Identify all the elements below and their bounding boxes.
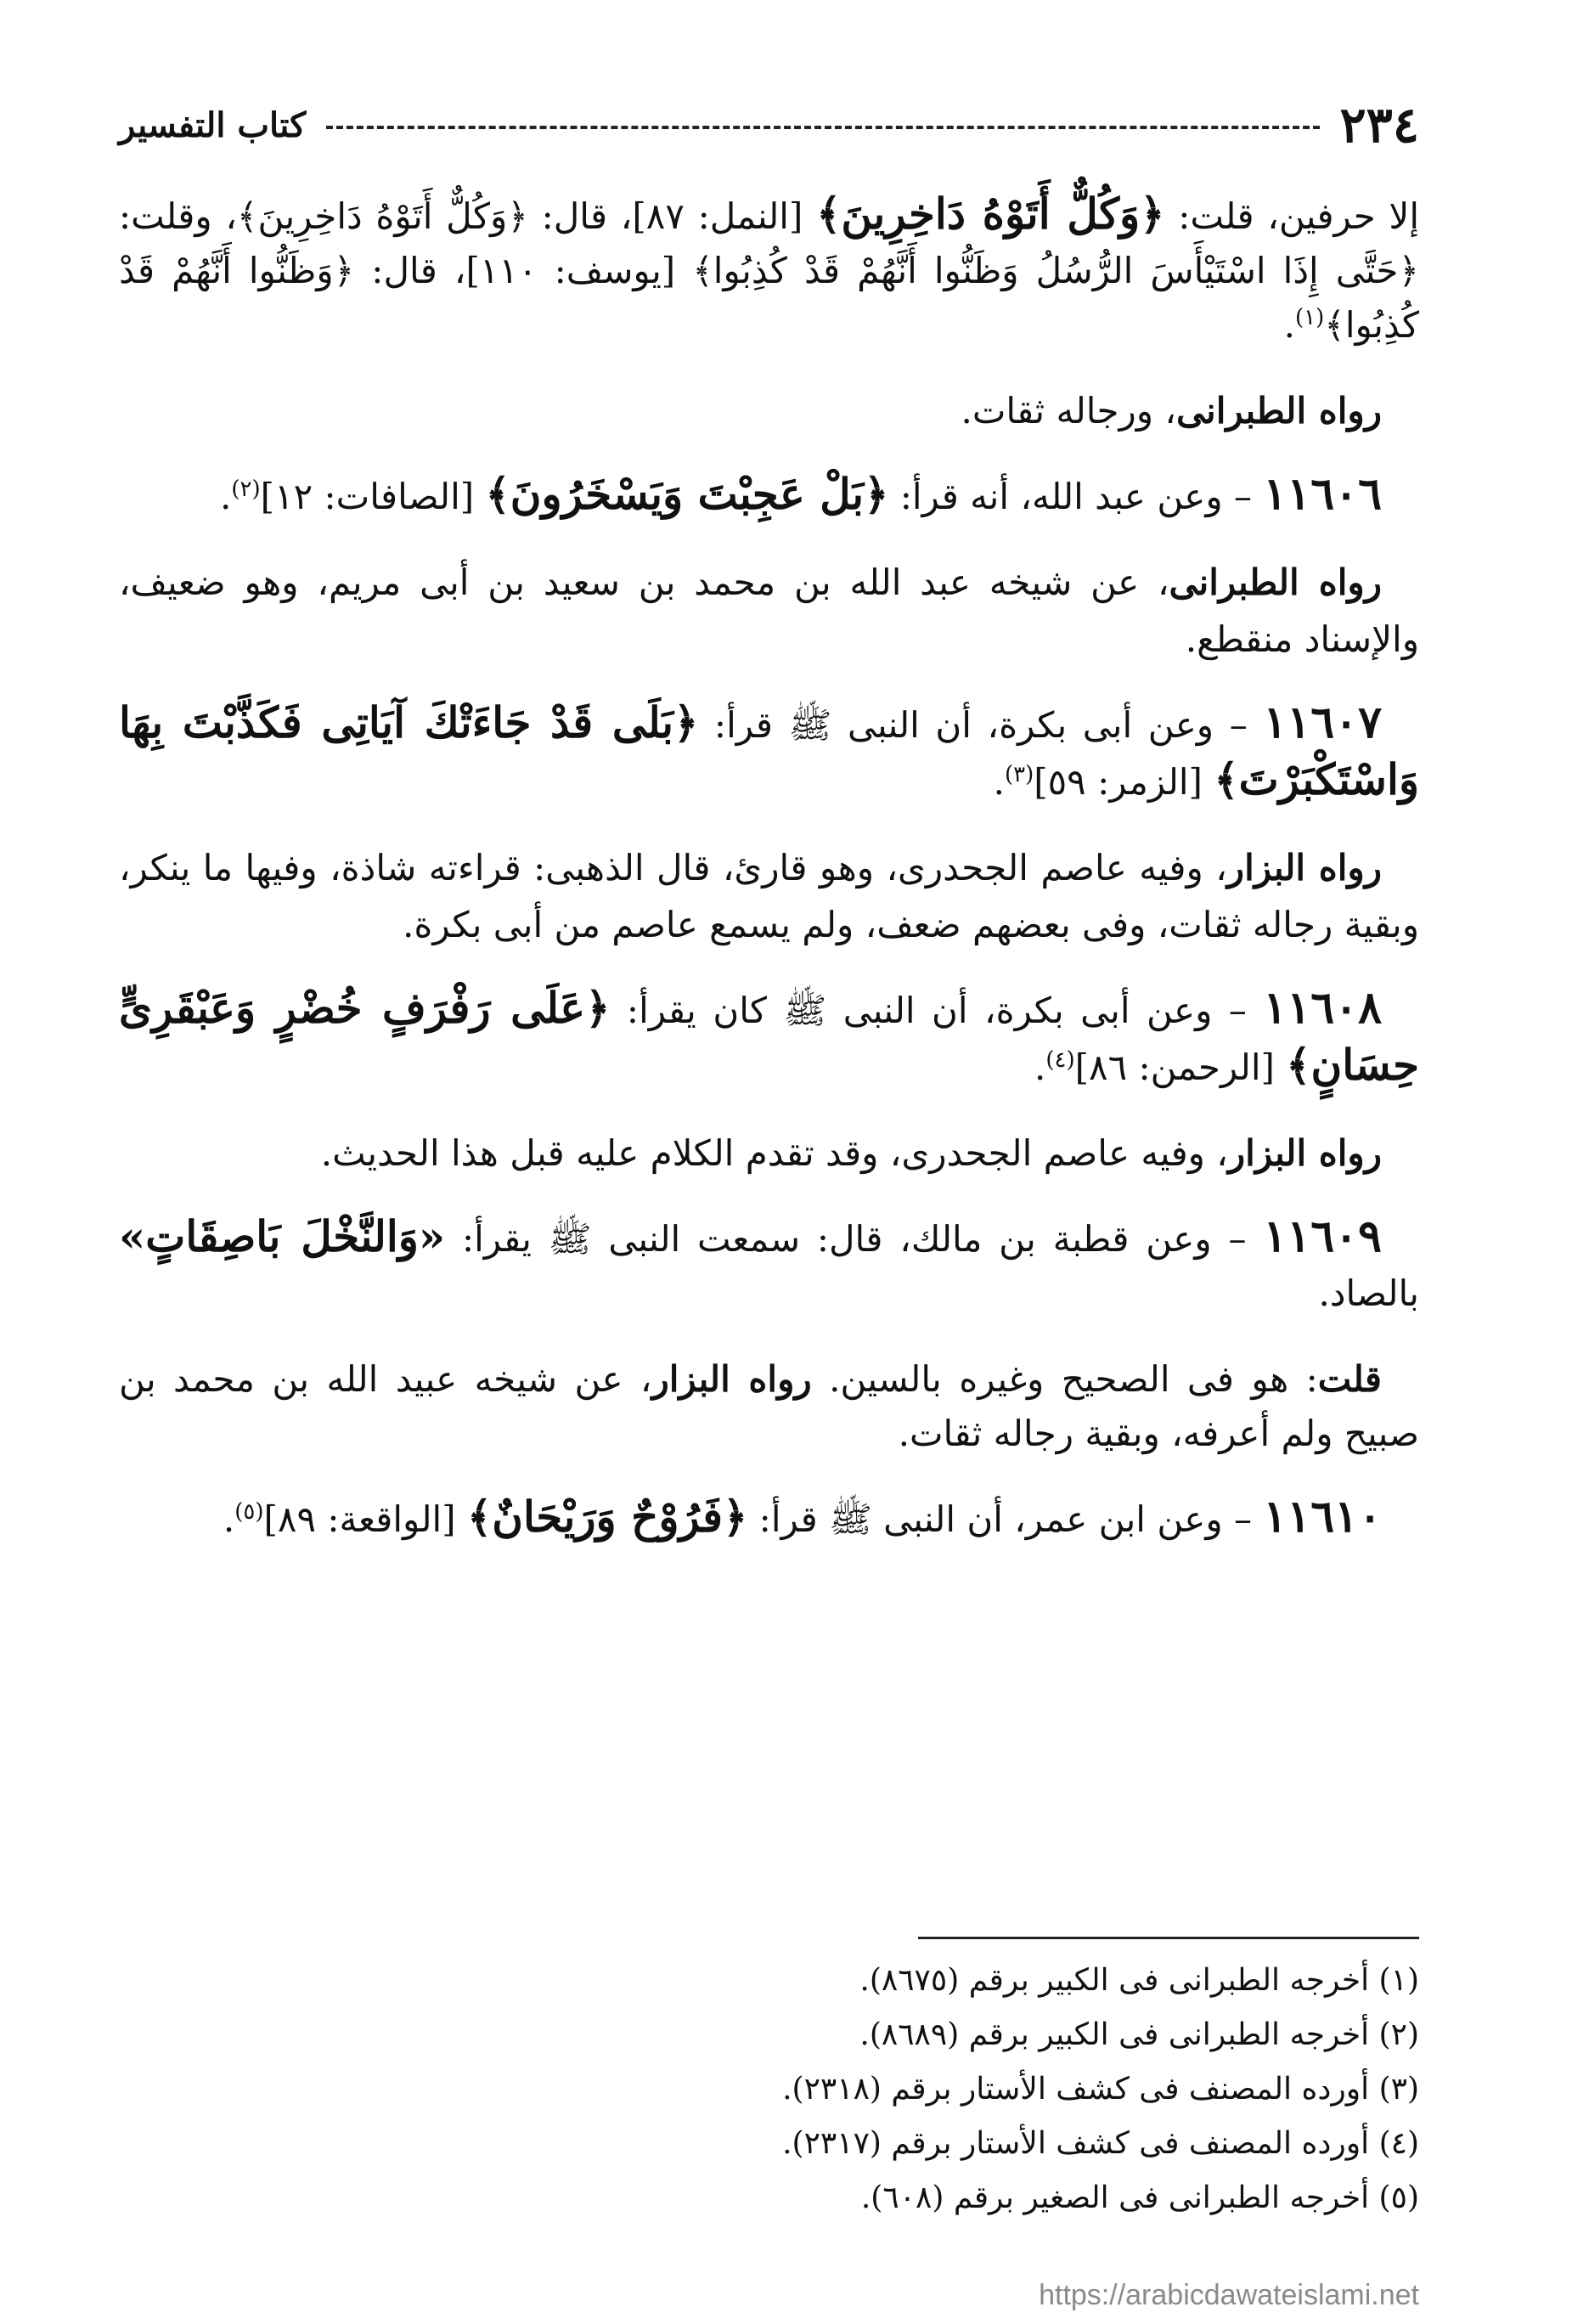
hadith-paragraph: ١١٦٠٨ – وعن أبى بكرة، أن النبى ﷺ كان يقرأ: ﴿عَلَى رَفْرَفٍ خُضْرٍ وَعَبْقَرِىٍّ حِسَانٍ﴾ [الرحمن: ٨٦]$^{(٤)}$.: [119, 982, 1419, 1090]
hadith-number: ١١٦٠٦: [1263, 468, 1382, 520]
hadith-number: ١١٦٠٨: [1263, 982, 1382, 1034]
paragraph: رواه البزار، وفيه عاصم الجحدرى، وهو قارئ، قال الذهبى: قراءته شاذة، وفيها ما ينكر، وبقية رجاله ثقات، وفى بعضهم ضعف، ولم يسمع عاصم من أبى بكرة.: [119, 847, 1419, 945]
watermark-url: https://arabicdawateislami.net: [1039, 2279, 1419, 2311]
page-header: [119, 95, 1419, 155]
narrator-lead: رواه الطبرانى: [1169, 561, 1382, 603]
hadith-number: ١١٦٠٧: [1263, 697, 1382, 748]
hadith-number: ١١٦١٠: [1263, 1491, 1382, 1543]
footnote-ref: (١): [1295, 305, 1325, 330]
quran-verse: ﴿بَلْ عَجِبْتَ وَيَسْخَرُونَ﴾: [485, 469, 889, 519]
hadith-number: ١١٦٠٩: [1263, 1210, 1382, 1262]
footnote: (١) أخرجه الطبرانى فى الكبير برقم (٨٦٧٥).: [859, 1963, 1419, 1998]
hadith-paragraph: ١١٦١٠ – وعن ابن عمر، أن النبى ﷺ قرأ: ﴿فَرُوْحٌ وَرَيْحَانٌ﴾ [الواقعة: ٨٩]$^{(٥)}$.: [223, 1491, 1382, 1543]
footnote-separator: [918, 1937, 1419, 1939]
hadith-paragraph: ١١٦٠٦ – وعن عبد الله، أنه قرأ: ﴿بَلْ عَجِبْتَ وَيَسْخَرُونَ﴾ [الصافات: ١٢]$^{(٢)}$.: [220, 468, 1382, 520]
quran-reading: «وَالنَّخْلَ بَاصِقَاتٍ»: [119, 1211, 446, 1261]
footnote: (٤) أورده المصنف فى كشف الأستار برقم (٢٣١٧).: [782, 2126, 1419, 2161]
paragraph: رواه الطبرانى، ورجاله ثقات.: [961, 390, 1382, 432]
paragraph: قلت: هو فى الصحيح وغيره بالسين. رواه البزار، عن شيخه عبيد الله بن محمد بن صبيح ولم أعرفه، وبقية رجاله ثقات.: [119, 1358, 1419, 1454]
quran-verse: ﴿وَكُلٌّ أَتَوْهُ دَاخِرِينَ﴾: [816, 189, 1165, 239]
quran-verse: ﴿بَلَى قَدْ جَاءَتْكَ آيَاتِى فَكَذَّبْتَ بِهَا وَاسْتَكْبَرْتَ﴾: [119, 697, 1419, 804]
paragraph: رواه البزار، وفيه عاصم الجحدرى، وقد تقدم الكلام عليه قبل هذا الحديث.: [320, 1132, 1382, 1174]
footnote: (٢) أخرجه الطبرانى فى الكبير برقم (٨٦٨٩).: [859, 2017, 1419, 2052]
footnote-ref: (٤): [1045, 1047, 1075, 1073]
narrator-lead: رواه الطبرانى: [1176, 390, 1382, 432]
narrator-lead: رواه البزار: [651, 1358, 812, 1400]
page-number: ٢٣٤: [1339, 96, 1419, 154]
narrator-lead: رواه البزار: [1226, 847, 1382, 888]
footnote-ref: (٥): [234, 1499, 264, 1525]
footnotes: [119, 1954, 1419, 2225]
quran-verse: ﴿عَلَى رَفْرَفٍ خُضْرٍ وَعَبْقَرِىٍّ حِسَانٍ﴾: [119, 983, 1419, 1090]
footnote-ref: (٢): [231, 477, 261, 502]
hadith-paragraph: ١١٦٠٧ – وعن أبى بكرة، أن النبى ﷺ قرأ: ﴿بَلَى قَدْ جَاءَتْكَ آيَاتِى فَكَذَّبْتَ بِهَا وَاسْتَكْبَرْتَ﴾ [الزمر: ٥٩]$^{(٣)}$.: [119, 697, 1419, 804]
footnote: (٣) أورده المصنف فى كشف الأستار برقم (٢٣١٨).: [782, 2072, 1419, 2107]
narrator-lead: رواه البزار: [1227, 1132, 1382, 1174]
footnote-ref: (٣): [1004, 762, 1034, 787]
note-lead: قلت: [1317, 1358, 1383, 1400]
paragraph: إلا حرفين، قلت: ﴿وَكُلٌّ أَتَوْهُ دَاخِرِينَ﴾ [النمل: ٨٧]، قال: ﴿وَكُلٌّ أَتَوْهُ دَاخِرِينَ﴾، وقلت: ﴿حَتَّى إِذَا اسْتَيْأَسَ الرُّسُلُ وَظَنُّوا أَنَّهُمْ قَدْ كُذِبُوا﴾ [يوسف: ١١٠]، قال: ﴿وَظَنُّوا أَنَّهُمْ قَدْ كُذِبُوا﴾$^{(١)}$.: [119, 189, 1420, 346]
page-body: [119, 187, 1419, 1576]
quran-verse: ﴿فَرُوْحٌ وَرَيْحَانٌ﴾: [466, 1492, 748, 1542]
running-title: كتاب التفسير: [119, 104, 307, 145]
paragraph: رواه الطبرانى، عن شيخه عبد الله بن محمد بن سعيد بن أبى مريم، وهو ضعيف، والإسناد منقطع.: [119, 561, 1419, 660]
footnote: (٥) أخرجه الطبرانى فى الصغير برقم (٦٠٨).: [860, 2180, 1419, 2215]
hadith-paragraph: ١١٦٠٩ – وعن قطبة بن مالك، قال: سمعت النبى ﷺ يقرأ: «وَالنَّخْلَ بَاصِقَاتٍ» بالصاد.: [119, 1210, 1419, 1314]
header-rule: [326, 126, 1319, 129]
